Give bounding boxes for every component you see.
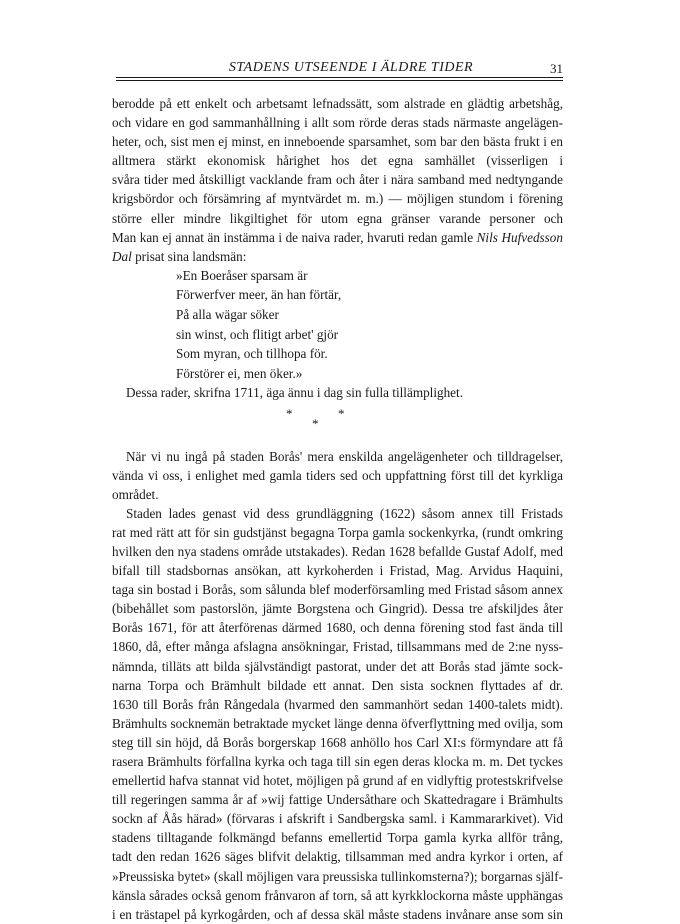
text-line: alltmera stärkt ekonomisk hårighet hos det egna samhället (visserligen i: [112, 153, 563, 169]
text-line: nämnda, tilläts att bilda självständigt pastorat, under det att Borås stad jämte sock-: [112, 658, 563, 674]
text-line: området.: [112, 486, 159, 502]
poem-line: Förwerfver meer, än han förtär,: [176, 287, 342, 303]
poem-line: »En Boeråser sparsam är: [176, 267, 308, 283]
poem-line: På alla wägar söker: [176, 307, 279, 323]
text-line: 1860, då, efter många afslagna ansökningar, Fristad, tillsammans med de 2:ne nyss-: [112, 639, 563, 655]
poem: [112, 266, 563, 384]
text-line: sockn af Åås härad» (förvaras i afskrift i Sandbergska saml. i Kammararkivet). Vid: [112, 811, 563, 827]
header-rule-bottom: [116, 80, 563, 81]
text-line: Borås 1671, för att återförenas därmed 1680, och denna förening stod fast ända till: [112, 620, 563, 636]
text-line: steg till sin höjd, då Borås borgerskap 1668 anhöllo hos Carl XI:s förmyndare att få: [112, 734, 563, 750]
section-separator: [112, 403, 563, 447]
text-line: svåra tider med åtskilligt vacklande fram och åter i nära samband med nedtyngande: [112, 172, 563, 188]
text-line: heter, och, sist men ej minst, en inneboende sparsamhet, som bar den bästa frukt i en: [112, 134, 563, 150]
text-line: bifall till stadsbornas ansökan, att kyrkoherden i Fristad, Mag. Arvidus Haquini,: [112, 563, 563, 579]
body-text: [112, 94, 563, 924]
text-line: vända vi oss, i enlighet med gamla tiders sed och uppfattning först till det kyrkliga: [112, 467, 563, 483]
text-line: 1630 till Borås från Rångedala (hvarmed den sammanhört sedan 1400-talets midt).: [112, 696, 563, 712]
author-name: Nils Hufvedsson: [476, 229, 563, 245]
author-name-cont: Dal: [112, 248, 132, 264]
text-segment: prisat sina landsmän:: [135, 248, 247, 264]
paragraph-1: [112, 94, 563, 266]
text-line: taga sin bostad i Borås, som sålunda blef moderförsamling med Fristad såsom annex: [112, 582, 563, 598]
text-segment: Man kan ej annat än instämma i de naiva rader, hvaruti redan gamle: [112, 229, 474, 245]
after-poem-line: Dessa rader, skrifna 1711, äga ännu i dag sin fulla tillämplighet.: [126, 385, 464, 401]
text-line: Brämhults socknemän betraktade mycket länge denna öfverflyttning med ovilja, som: [112, 715, 563, 731]
text-line: krigsbördor och försämring af myntvärdet m. m.) — möjligen stundom i förening: [112, 191, 563, 207]
text-line: Staden lades genast vid dess grundläggning (1622) såsom annex till Fristads: [126, 505, 563, 521]
separator-star: *: [338, 405, 345, 421]
text-line: »Preussiska bytet» (skall möjligen vara preussiska tullinkomsterna?); borgarnas själf-: [112, 868, 563, 884]
text-line: större eller mindre likgiltighet för utom egna gränser varande personer och: [112, 210, 563, 226]
text-line: berodde på ett enkelt och arbetsamt lefnadssätt, som alstrade en glädtig arbetshåg,: [112, 96, 563, 111]
text-line: hvilken den nya stadens område utstakades). Redan 1628 befallde Gustaf Adolf, med: [112, 543, 563, 559]
text-line: rasera Brämhults förfallna kyrka och taga till sin egen deras klocka m. m. Det tyckes: [112, 754, 563, 769]
paragraph-2: [112, 447, 563, 504]
text-line: [112, 247, 563, 266]
running-title: STADENS UTSEENDE I ÄLDRE TIDER: [228, 60, 474, 75]
header-rule-top: [116, 77, 563, 78]
text-line: till regeringen samma år af »wij fattige Undersåthare och Skattedragare i Brämhults: [112, 792, 563, 808]
separator-star: *: [286, 405, 293, 421]
text-line: i en trästapel på kyrkogården, och af dessa skäl måste stadens invånare anse som sin: [112, 906, 563, 922]
text-line: rat med rätt att för sin gudstjänst begagna Torpa gamla sockenkyrka, (rundt omkring: [112, 524, 563, 540]
text-line: och vidare en god sammanhållning i allt som rörde deras stads närmaste angelägen-: [112, 115, 563, 131]
poem-line: Som myran, och tillhopa för.: [176, 346, 328, 362]
text-line: emellertid hafva stannat vid hotet, möjligen på grund af en vidlyftig protestskrifvelse: [112, 773, 563, 789]
text-line: När vi nu ingå på staden Borås' mera enskilda angelägenheter och tilldragelser,: [126, 448, 563, 464]
text-line-with-name: [112, 228, 563, 247]
separator-star: *: [312, 415, 319, 431]
text-line: (bibehållet som pastorslön, jämte Borgstena och Gingrid). Dessa tre afskiljdes åter: [112, 601, 563, 617]
text-line: känsla sårades också genom frånvaron af torn, så att kyrkklockorna måste upphängas: [112, 887, 563, 903]
text-line: narna Torpa och Brämhult bildade ett annat. Den sista socknen flyttades af dr.: [112, 677, 563, 693]
paragraph-3: [112, 504, 563, 924]
text-line: stadens tilltagande folkmängd befanns emellertid Torpa gamla kyrka allför trång,: [112, 830, 563, 846]
page-header: [116, 60, 563, 76]
poem-line: sin winst, och flitigt arbet' gjör: [176, 326, 339, 342]
page-number: 31: [550, 61, 563, 76]
poem-line: Förstörer ei, men öker.»: [176, 365, 303, 381]
text-line: tadt den redan 1626 säges blifvit delaktig, tillsamman med andra kyrkor i orten, af: [112, 849, 563, 865]
